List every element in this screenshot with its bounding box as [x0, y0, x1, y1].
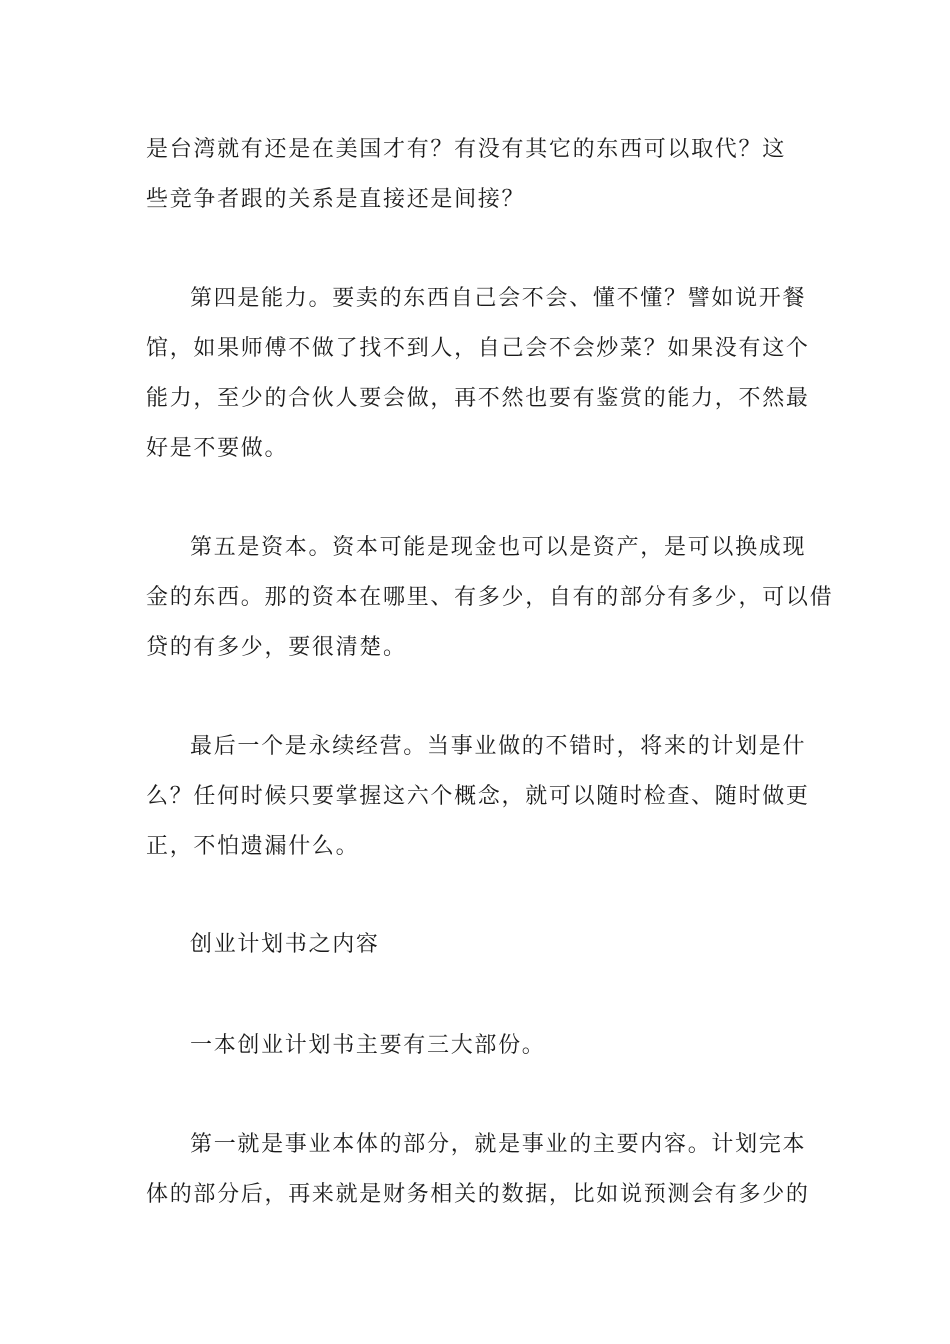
text-line: 第一就是事业本体的部分，就是事业的主要内容。计划完本	[190, 1132, 807, 1157]
text-line: 正，不怕遗漏什么。	[146, 834, 360, 859]
text-line: 体的部分后，再来就是财务相关的数据，比如说预测会有多少的	[146, 1182, 810, 1207]
text-line: 一本创业计划书主要有三大部份。	[190, 1033, 546, 1058]
text-line: 第五是资本。资本可能是现金也可以是资产，是可以换成现	[190, 535, 807, 560]
text-line: 金的东西。那的资本在哪里、有多少，自有的部分有多少，可以借	[146, 585, 834, 610]
paragraph-ability	[146, 274, 810, 474]
section-heading	[146, 920, 810, 970]
text-line: 贷的有多少，要很清楚。	[146, 635, 407, 660]
text-line: 馆，如果师傅不做了找不到人，自己会不会炒菜？如果没有这个	[146, 336, 810, 361]
text-line: 么？任何时候只要掌握这六个概念，就可以随时检查、随时做更	[146, 784, 810, 809]
paragraph-three-parts	[146, 1021, 810, 1071]
text-line: 最后一个是永续经营。当事业做的不错时，将来的计划是什	[190, 734, 807, 759]
heading-text: 创业计划书之内容	[190, 932, 380, 957]
paragraph-capital	[146, 523, 834, 673]
text-line: 些竞争者跟的关系是直接还是间接？	[146, 187, 526, 212]
text-line: 第四是能力。要卖的东西自己会不会、懂不懂？譬如说开餐	[190, 286, 807, 311]
text-line: 能力，至少的合伙人要会做，再不然也要有鉴赏的能力，不然最	[146, 386, 810, 411]
text-line: 好是不要做。	[146, 436, 289, 461]
paragraph-sustainability	[146, 722, 810, 872]
text-line: 是台湾就有还是在美国才有？有没有其它的东西可以取代？这	[146, 137, 786, 162]
paragraph-competitors-continued	[146, 125, 810, 225]
paragraph-first-part	[146, 1120, 810, 1220]
